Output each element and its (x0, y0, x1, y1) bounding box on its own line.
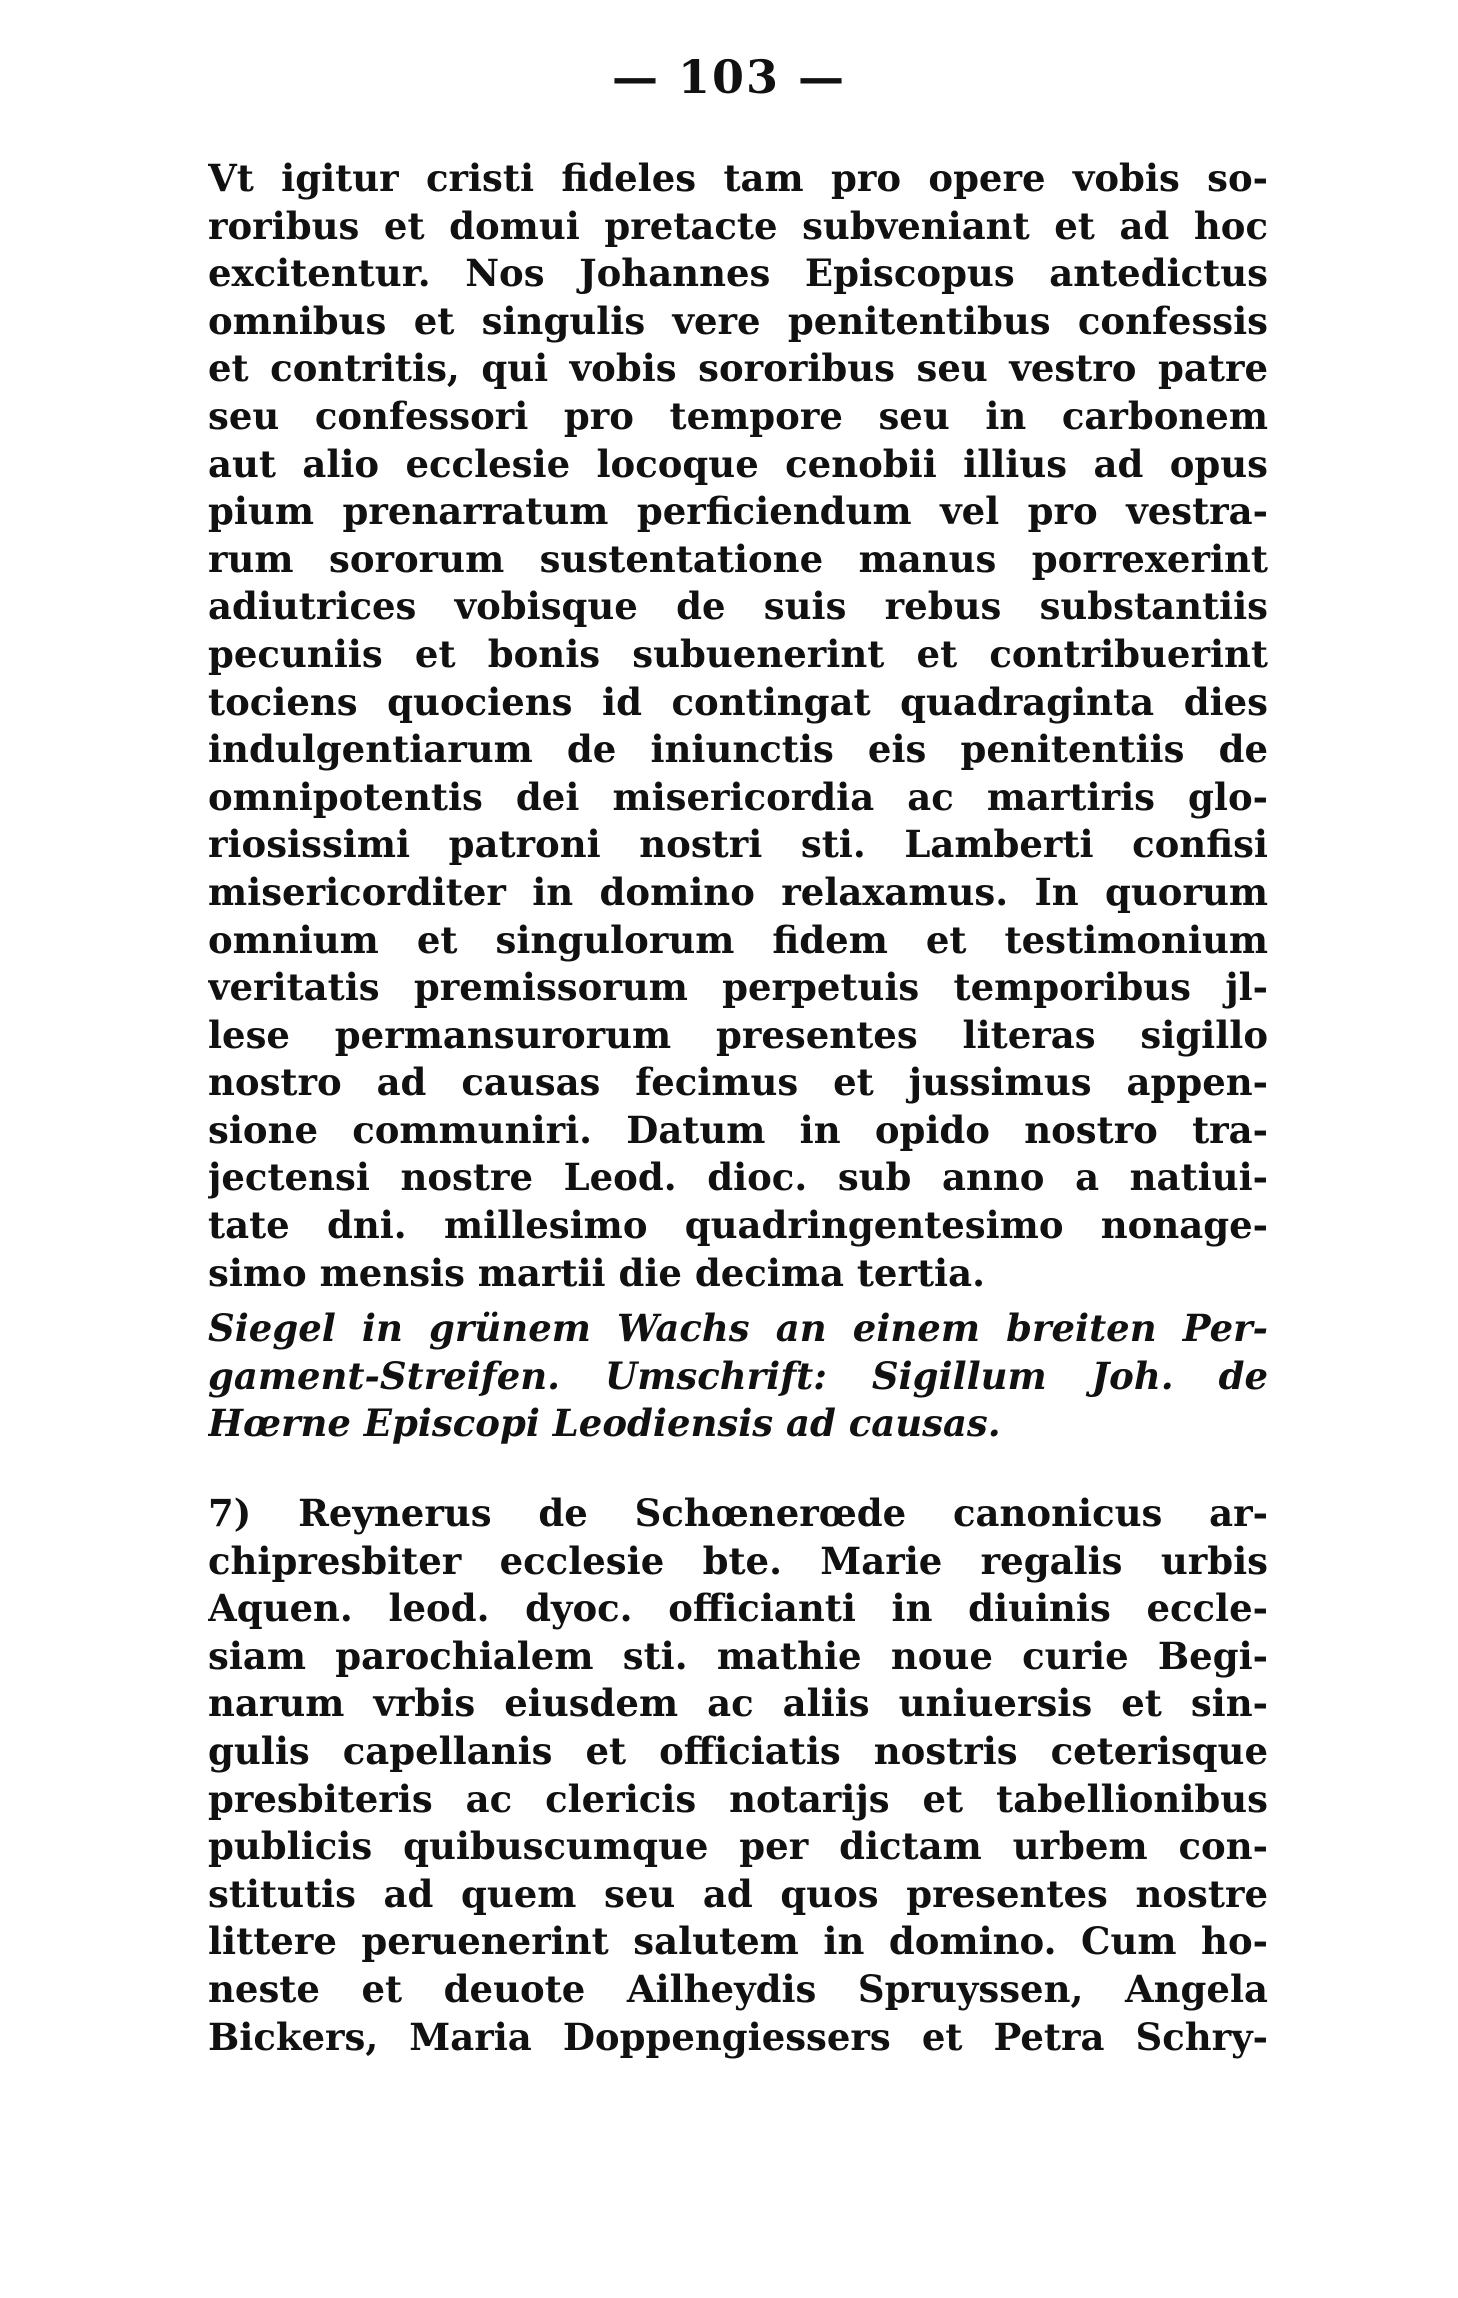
text-line: presbiteris ac clericis notarijs et tabellionibus (208, 1776, 1268, 1821)
text-line: nostro ad causas fecimus et jussimus appen- (208, 1060, 1268, 1105)
text-line: gament-Streifen. Umschrift: Sigillum Joh. de (208, 1353, 1268, 1398)
text-line: misericorditer in domino relaxamus. In quorum (208, 869, 1268, 914)
text-line: adiutrices vobisque de suis rebus substantiis (208, 584, 1268, 629)
seal-description-paragraph (208, 1305, 1268, 1448)
text-line: Hœrne Episcopi Leodiensis ad causas. (208, 1401, 1001, 1446)
text-line: omnibus et singulis vere penitentibus confessis (208, 298, 1268, 343)
text-line: littere peruenerint salutem in domino. Cum ho- (208, 1919, 1268, 1964)
text-line: et contritis, qui vobis sororibus seu vestro patre (208, 346, 1268, 391)
text-line: aut alio ecclesie locoque cenobii illius ad opus (208, 441, 1268, 486)
text-line: narum vrbis eiusdem ac aliis uniuersis et sin- (208, 1681, 1268, 1726)
text-line: roribus et domui pretacte subveniant et ad hoc (208, 203, 1268, 248)
text-line: simo mensis martii die decima tertia. (208, 1250, 985, 1295)
text-line: veritatis premissorum perpetuis temporibus jl- (208, 965, 1268, 1010)
text-line: riosissimi patroni nostri sti. Lamberti confisi (208, 822, 1268, 867)
text-line: gulis capellanis et officiatis nostris ceterisque (208, 1728, 1268, 1773)
text-line: lese permansurorum presentes literas sigillo (208, 1012, 1268, 1057)
text-line: omnipotentis dei misericordia ac martiris glo- (208, 774, 1268, 819)
text-line: tociens quociens id contingat quadraginta dies (208, 679, 1268, 724)
latin-charter-paragraph (208, 155, 1268, 1297)
text-line: rum sororum sustentatione manus porrexerint (208, 536, 1268, 581)
text-line: Bickers, Maria Doppengiessers et Petra Schry- (208, 2014, 1268, 2059)
text-line: siam parochialem sti. mathie noue curie Begi- (208, 1633, 1268, 1678)
text-line: sione communiri. Datum in opido nostro tra- (208, 1107, 1268, 1152)
text-line: excitentur. Nos Johannes Episcopus antedictus (208, 251, 1268, 296)
text-line: jectensi nostre Leod. dioc. sub anno a natiui- (208, 1155, 1268, 1200)
text-line: seu confessori pro tempore seu in carbonem (208, 393, 1268, 438)
page-number: — 103 — (611, 50, 847, 104)
text-line: Vt igitur cristi fideles tam pro opere vobis so- (208, 156, 1268, 200)
text-line: chipresbiter ecclesie bte. Marie regalis urbis (208, 1538, 1268, 1583)
text-line: neste et deuote Ailheydis Spruyssen, Angela (208, 1966, 1268, 2011)
text-line: indulgentiarum de iniunctis eis penitentiis de (208, 727, 1268, 772)
text-line: pium prenarratum perficiendum vel pro vestra- (208, 489, 1268, 534)
text-line: Aquen. leod. dyoc. officianti in diuinis eccle- (208, 1586, 1268, 1631)
text-line: tate dni. millesimo quadringentesimo nonage- (208, 1203, 1268, 1248)
document-7-paragraph (208, 1490, 1268, 2061)
text-line: 7) Reynerus de Schœnerœde canonicus ar- (208, 1491, 1268, 1535)
text-line: Siegel in grünem Wachs an einem breiten Per- (208, 1306, 1268, 1350)
text-line: pecuniis et bonis subuenerint et contribuerint (208, 631, 1268, 676)
text-line: omnium et singulorum fidem et testimonium (208, 917, 1268, 962)
text-line: publicis quibuscumque per dictam urbem con- (208, 1824, 1268, 1869)
text-line: stitutis ad quem seu ad quos presentes nostre (208, 1871, 1268, 1916)
